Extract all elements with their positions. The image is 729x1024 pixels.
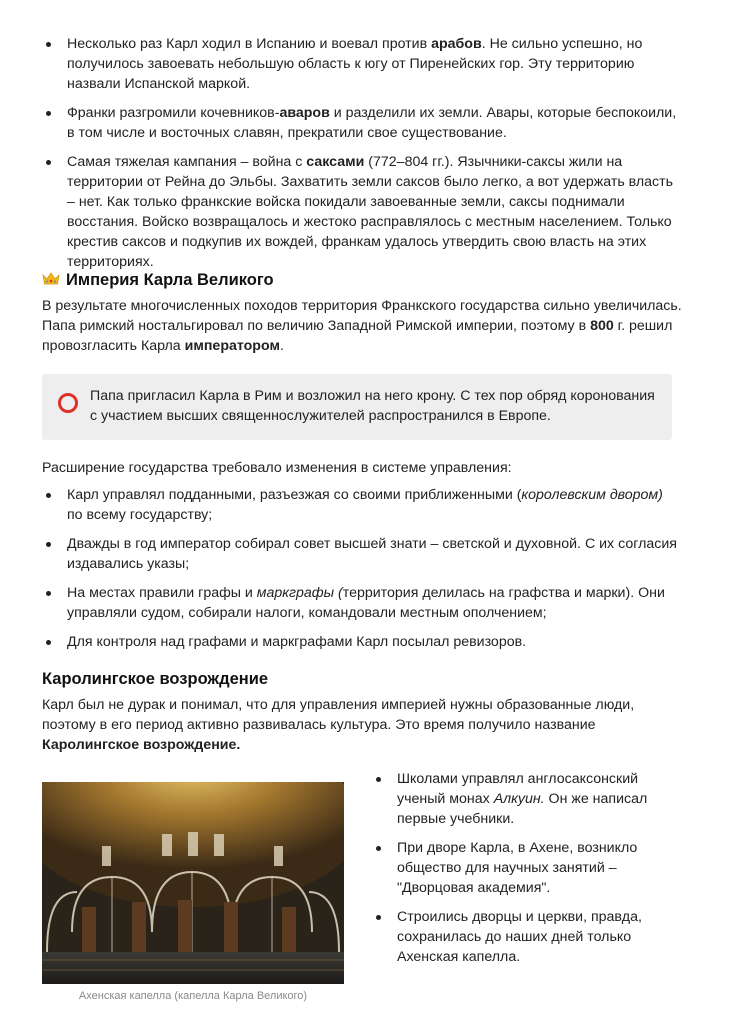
list-item-text: территория делилась на графства и марки). Они управляли судом, собирали налоги, командовали местным ополчением; [67, 585, 665, 621]
list-item-text: Строились дворцы и церкви, правда, сохранилась до наших дней только Ахенская капелла. [397, 909, 642, 965]
callout-text: Папа пригласил Карла в Рим и возложил на него крону. С тех пор обряд коронования с участием высших священнослужителей распространился в Европе. [90, 388, 655, 424]
list-item [372, 907, 672, 967]
list-item-text: Франки разгромили кочевников- [67, 105, 280, 121]
list-item-text: Несколько раз Карл ходил в Испанию и воевал против [67, 36, 432, 52]
list-item-text: (772–804 гг.). Язычники-саксы жили на территории от Рейна до Эльбы. Захватить земли саксов было легко, а вот удержать власть – нет. Как только франкские войска покидали завоеванные земли, саксы поднимали восстания. Войско возвращалось и жестоко расправлялось с местным населением. Только крестив саксов и подкупив их вождей, франкам удалось утвердить свою власть на этих территориях. [67, 154, 674, 270]
list-item-text: . Не сильно успешно, но получилось завоевать небольшую область к югу от Пиренейских гор. Эту территорию назвали Испанской маркой. [67, 36, 643, 92]
list-item-text: и разделили их земли. Авары, которые беспокоили, в том числе и восточных славян, прекратили свое существование. [67, 105, 677, 141]
list-item [42, 152, 682, 272]
list-item [42, 485, 682, 525]
list-item [42, 34, 682, 94]
paragraph-text: В результате многочисленных походов территория Франкского государства сильно увеличилась. Папа римский ностальгировал по величию Западной Римской империи, поэтому в [42, 298, 682, 334]
list-item [42, 534, 682, 574]
paragraph-text: г. решил провозгласить Карла [42, 318, 673, 354]
bold-term: саксами [306, 154, 365, 170]
list-item-text: На местах правили графы и [67, 585, 257, 601]
renaissance-list [372, 769, 672, 976]
bold-term: императором [184, 338, 280, 354]
renaissance-paragraph [42, 695, 682, 755]
info-callout [42, 374, 672, 440]
bold-term: арабов [431, 36, 482, 52]
governance-list [42, 485, 682, 661]
paragraph-text: . [279, 338, 284, 354]
red-circle-icon [58, 393, 78, 413]
list-item [42, 632, 682, 652]
campaigns-list [42, 34, 682, 281]
list-item [372, 769, 672, 829]
bold-term: аваров [279, 105, 330, 121]
list-item-text: Он же написал первые учебники. [397, 791, 648, 827]
crown-icon [42, 272, 60, 286]
aachen-chapel-photo [42, 782, 344, 984]
list-item [42, 103, 682, 143]
bold-term: Каролингское возрождение. [42, 737, 241, 753]
italic-term: королевским двором) [521, 487, 663, 503]
list-item-text: Школами управлял англосаксонский ученый монах [397, 771, 639, 807]
list-item-text: При дворе Карла, в Ахене, возникло общество для научных занятий – "Дворцовая академия". [397, 840, 638, 896]
list-item-text: Самая тяжелая кампания – война с [67, 154, 307, 170]
list-item [42, 583, 682, 623]
photo-caption: Ахенская капелла (капелла Карла Великого) [78, 990, 308, 1002]
bold-term: 800 [590, 318, 614, 334]
empire-paragraph [42, 296, 682, 356]
heading-text: Империя Карла Великого [66, 271, 274, 289]
list-item-text: Карл управлял подданными, разъезжая со своими приближенными ( [67, 487, 522, 503]
empire-heading [42, 269, 274, 291]
list-item-text: Дважды в год император собирал совет высшей знати – светской и духовной. С их согласия издавались указы; [67, 536, 677, 572]
renaissance-heading: Каролингское возрождение [42, 670, 269, 688]
list-item-text: Для контроля над графами и маркграфами Карл посылал ревизоров. [67, 634, 527, 650]
list-item-text: по всему государству; [67, 507, 213, 523]
paragraph-text: Карл был не дурак и понимал, что для управления империей нужны образованные люди, поэтому в его период активно развивалась культура. Это время получило название [42, 697, 635, 733]
italic-term: Алкуин. [493, 791, 545, 807]
governance-intro: Расширение государства требовало изменения в системе управления: [42, 460, 512, 476]
italic-term: маркграфы ( [256, 585, 343, 601]
list-item [372, 838, 672, 898]
